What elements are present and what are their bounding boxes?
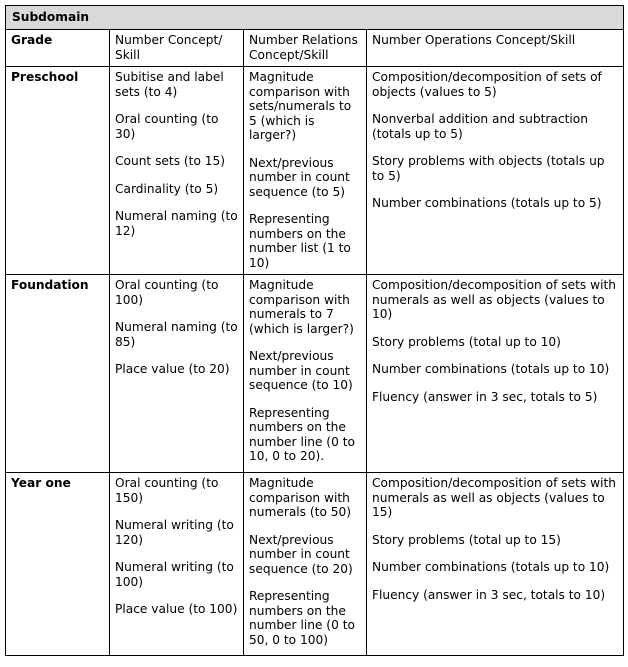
concept-cell xyxy=(110,67,244,275)
column-header-row xyxy=(6,30,624,67)
list-item: Composition/decomposition of sets with numerals as well as objects (values to 15) xyxy=(372,476,616,519)
list-item: Oral counting (to 100) xyxy=(115,278,219,307)
list-item: Oral counting (to 150) xyxy=(115,476,219,505)
list-item: Composition/decomposition of sets of objects (values to 5) xyxy=(372,70,602,99)
grade-header: Grade xyxy=(6,30,110,67)
grade-cell: Foundation xyxy=(6,275,110,473)
relations-cell xyxy=(244,275,367,473)
list-item: Representing numbers on the number line (0 to 10, 0 to 20). xyxy=(249,405,355,463)
list-item: Numeral naming (to 12) xyxy=(115,209,238,238)
list-item: Fluency (answer in 3 sec, totals to 5) xyxy=(372,389,598,404)
list-item: Numeral writing (to 100) xyxy=(115,560,234,589)
table-row xyxy=(6,67,624,275)
list-item: Number combinations (totals up to 10) xyxy=(372,560,610,574)
concept-cell xyxy=(110,473,244,656)
list-item: Numeral writing (to 120) xyxy=(115,518,234,547)
curriculum-table-container xyxy=(5,5,623,656)
relations-header: Number Relations Concept/Skill xyxy=(244,30,367,67)
operations-cell xyxy=(367,275,624,473)
curriculum-table xyxy=(5,5,624,656)
list-item: Next/previous number in count sequence (to 20) xyxy=(249,532,353,576)
list-item: Magnitude comparison with numerals (to 50) xyxy=(249,476,352,519)
list-item: Place value (to 100) xyxy=(115,602,238,616)
operations-header: Number Operations Concept/Skill xyxy=(367,30,624,67)
list-item: Story problems (total up to 15) xyxy=(372,532,561,547)
list-item: Next/previous number in count sequence (to 10) xyxy=(249,349,353,392)
list-item: Composition/decomposition of sets with numerals as well as objects (values to 10) xyxy=(372,278,616,321)
list-item: Count sets (to 15) xyxy=(115,154,226,168)
subdomain-header: Subdomain xyxy=(6,6,624,30)
list-item: Place value (to 20) xyxy=(115,362,230,376)
list-item: Story problems (total up to 10) xyxy=(372,334,561,349)
grade-cell: Year one xyxy=(6,473,110,656)
relations-cell xyxy=(244,473,367,656)
list-item: Magnitude comparison with numerals to 7 (which is larger?) xyxy=(249,278,354,336)
concept-cell xyxy=(110,275,244,473)
relations-cell xyxy=(244,67,367,275)
grade-cell: Preschool xyxy=(6,67,110,275)
list-item: Number combinations (totals up to 10) xyxy=(372,362,610,376)
operations-cell xyxy=(367,67,624,275)
list-item: Cardinality (to 5) xyxy=(115,181,219,196)
list-item: Representing numbers on the number list (1 to 10) xyxy=(249,212,351,270)
concept-header: Number Concept/ Skill xyxy=(110,30,244,67)
list-item: Representing numbers on the number line (0 to 50, 0 to 100) xyxy=(249,589,355,647)
list-item: Next/previous number in count sequence (to 5) xyxy=(249,155,350,199)
list-item: Nonverbal addition and subtraction (totals up to 5) xyxy=(372,112,588,141)
table-row xyxy=(6,473,624,656)
list-item: Numeral naming (to 85) xyxy=(115,320,238,349)
list-item: Story problems with objects (totals up to 5) xyxy=(372,154,605,183)
list-item: Subitise and label sets (to 4) xyxy=(115,70,224,99)
list-item: Magnitude comparison with sets/numerals to 5 (which is larger?) xyxy=(249,70,352,142)
list-item: Fluency (answer in 3 sec, totals to 10) xyxy=(372,587,606,602)
table-row xyxy=(6,275,624,473)
operations-cell xyxy=(367,473,624,656)
list-item: Oral counting (to 30) xyxy=(115,112,219,141)
list-item: Number combinations (totals up to 5) xyxy=(372,196,602,210)
